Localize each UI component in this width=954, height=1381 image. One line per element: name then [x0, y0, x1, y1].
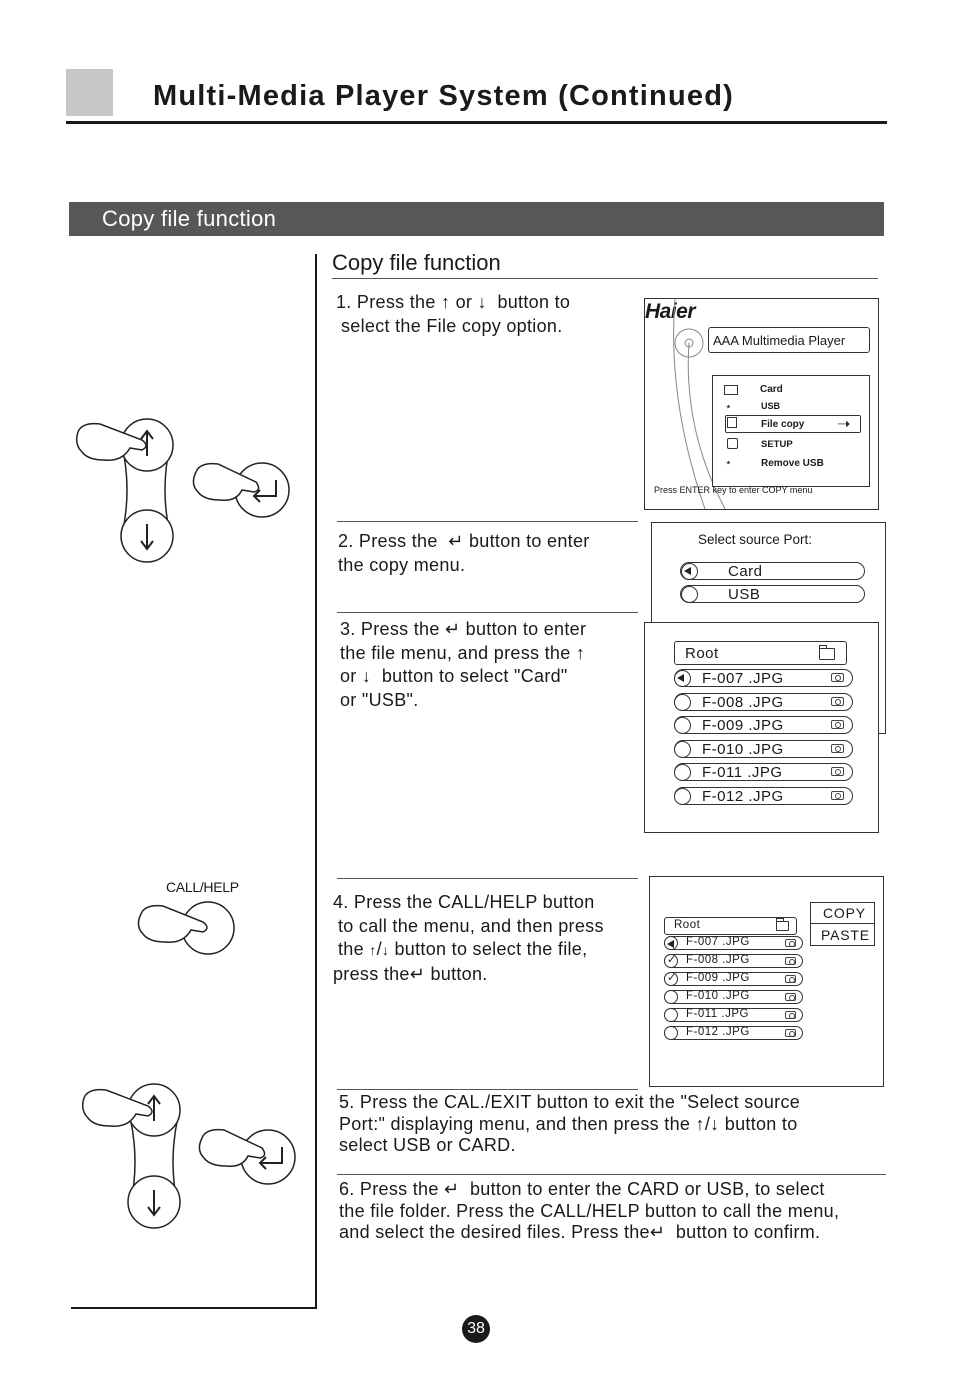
radio-icon: [664, 1008, 678, 1022]
folder-icon: [776, 921, 789, 931]
call-help-label: CALL/HELP: [166, 879, 239, 895]
radio-icon: [674, 741, 691, 758]
step-6-line1a: 6. Press the: [339, 1179, 439, 1199]
step-3-text: [340, 618, 586, 712]
step-5-text: [339, 1092, 800, 1157]
step-3-rule: [337, 612, 638, 613]
usb-icon: ⋆: [725, 401, 732, 413]
checkmark-icon: [664, 954, 678, 968]
camera-icon: [785, 1011, 796, 1019]
folder-icon: [819, 648, 835, 660]
enter-arrow-icon: ↵: [409, 963, 426, 984]
step-5-line2b: button to: [724, 1113, 798, 1134]
player-title-box: [708, 327, 870, 353]
copy-button[interactable]: COPY: [823, 905, 866, 921]
camera-icon: [831, 697, 844, 706]
enter-arrow-icon: ↵: [443, 1179, 460, 1199]
step-1-line1c: button to: [497, 292, 571, 312]
source-option-usb[interactable]: [680, 585, 865, 603]
remote-updown-enter-illustration-2: [78, 1082, 308, 1242]
header-gray-square: [66, 69, 113, 116]
step-3-line1b: button to enter: [465, 619, 587, 639]
screen-main-menu: [644, 298, 879, 510]
step-3-line1a: 3. Press the: [340, 619, 440, 639]
section-title: Copy file function: [102, 206, 277, 231]
down-arrow-icon: ↓: [710, 1113, 720, 1134]
step-5-line1: 5. Press the CAL./EXIT button to exit the "Select source: [339, 1092, 801, 1112]
checkmark-icon: [664, 972, 678, 986]
remote-updown-enter-illustration-1: [70, 410, 300, 570]
camera-icon: [785, 1029, 796, 1037]
file-name: F-009 .JPG: [686, 972, 750, 984]
menu-item-card[interactable]: Card: [760, 384, 783, 395]
screen-file-list: [644, 622, 879, 833]
bottom-rule: [71, 1307, 317, 1309]
up-arrow-icon: ↑: [369, 942, 377, 958]
up-arrow-icon: ↑: [575, 642, 586, 663]
slash-separator: /: [704, 1113, 711, 1134]
title-rule: [66, 121, 887, 124]
source-option-card-label: Card: [728, 563, 763, 580]
card-icon: [724, 385, 738, 395]
file-copy-icon: [727, 417, 737, 428]
enter-arrow-icon: ↵: [649, 1222, 666, 1242]
file-name: F-008 .JPG: [702, 693, 784, 711]
step-5-line3: select USB or CARD.: [339, 1135, 516, 1155]
step-1-line1b: or: [455, 292, 473, 312]
step-5-line2a: Port:" displaying menu, and then press the: [339, 1113, 691, 1134]
root-folder-bar[interactable]: [674, 641, 847, 665]
page-title: Multi-Media Player System (Continued): [153, 80, 734, 112]
file-name: F-007 .JPG: [702, 670, 784, 687]
radio-icon: [674, 717, 691, 734]
down-arrow-icon: ↓: [477, 292, 487, 312]
setup-icon: [727, 438, 738, 449]
enter-arrow-icon: ↵: [444, 619, 461, 639]
player-title: AAA Multimedia Player: [713, 333, 846, 348]
down-arrow-icon: ↓: [361, 666, 372, 686]
subsection-rule: [332, 278, 878, 279]
radio-icon: [681, 586, 698, 603]
file-name: F-007 .JPG: [686, 936, 750, 948]
column-divider: [315, 254, 317, 1309]
select-source-title: Select source Port:: [698, 532, 813, 547]
remove-usb-icon: ⋆: [725, 457, 732, 469]
up-arrow-icon: ↑: [440, 292, 451, 312]
radio-icon: [674, 694, 691, 711]
step-4-line4b: button.: [430, 963, 488, 984]
source-option-card[interactable]: [680, 562, 865, 580]
step-1-text: [336, 291, 570, 338]
camera-icon: [831, 720, 844, 729]
camera-icon: [831, 767, 844, 776]
radio-icon: [674, 788, 691, 805]
camera-icon: [831, 791, 844, 800]
root-folder-bar[interactable]: [664, 917, 797, 935]
menu-item-usb[interactable]: USB: [761, 401, 781, 411]
file-name: F-012 .JPG: [686, 1026, 750, 1038]
file-name: F-008 .JPG: [686, 954, 750, 966]
root-folder-label: Root: [674, 919, 701, 931]
menu-item-setup[interactable]: SETUP: [761, 439, 793, 450]
file-name: F-010 .JPG: [702, 740, 784, 758]
step-4-rule: [337, 878, 638, 879]
step-2-line1b: button to enter: [468, 531, 590, 551]
root-folder-label: Root: [685, 645, 719, 662]
step-3-line3a: or: [340, 666, 357, 686]
camera-icon: [831, 673, 844, 682]
step-6-line3a: and select the desired files. Press the: [339, 1222, 650, 1242]
enter-arrow-icon: ↵: [448, 531, 464, 551]
step-3-line3b: button to select "Card": [381, 666, 568, 686]
step-2-line1a: 2. Press the: [338, 531, 438, 551]
step-1-line1a: 1. Press the: [336, 292, 436, 312]
page-number: 38: [462, 1315, 490, 1343]
camera-icon: [831, 744, 844, 753]
camera-icon: [785, 939, 796, 947]
step-4-line2: to call the menu, and then press: [338, 915, 604, 936]
step-2-text: [338, 530, 590, 577]
file-name: F-009 .JPG: [702, 717, 784, 734]
step-2-rule: [337, 521, 638, 522]
menu-item-file-copy[interactable]: File copy: [761, 419, 805, 430]
step-4-line3b: button to select the file,: [394, 939, 588, 959]
file-name: F-010 .JPG: [686, 990, 750, 1002]
section-bar: [69, 202, 884, 236]
menu-panel: [712, 375, 870, 487]
step-6-text: [339, 1179, 839, 1244]
step-6-line1b: button to enter the CARD or USB, to select: [469, 1179, 825, 1199]
step-4-line1: 4. Press the CALL/HELP button: [333, 892, 595, 912]
step-4-line3a: the: [338, 939, 364, 959]
down-arrow-icon: ↓: [381, 942, 390, 958]
copy-paste-menu: [810, 902, 875, 946]
call-help-illustration: [135, 898, 245, 958]
step-2-line2: the copy menu.: [338, 554, 466, 575]
file-name: F-011 .JPG: [702, 764, 783, 781]
file-name: F-011 .JPG: [686, 1008, 749, 1020]
camera-icon: [785, 975, 796, 983]
step-3-line2a: the file menu, and press the: [340, 642, 571, 663]
step-4-line4a: press the: [333, 963, 410, 984]
source-option-usb-label: USB: [728, 586, 761, 603]
enter-button-icon: [241, 1130, 295, 1184]
arrow-right-icon: ➝: [837, 416, 851, 433]
camera-icon: [785, 993, 796, 1001]
step-6-line2: the file folder. Press the CALL/HELP button to call the menu,: [339, 1200, 840, 1221]
step-6-rule: [337, 1174, 886, 1175]
radio-selected-icon: [674, 670, 691, 687]
screen-hint: Press ENTER key to enter COPY menu: [654, 485, 813, 495]
up-arrow-icon: ↑: [695, 1113, 705, 1134]
step-6-line3b: button to confirm.: [675, 1222, 821, 1242]
radio-icon: [664, 990, 678, 1004]
step-3-line4: or "USB".: [340, 689, 419, 710]
screen-copy-paste: [649, 876, 884, 1087]
camera-icon: [785, 957, 796, 965]
radio-icon: [674, 764, 691, 781]
file-name: F-012 .JPG: [702, 787, 784, 805]
subsection-title: Copy file function: [332, 250, 501, 275]
radio-selected-icon: [681, 563, 698, 580]
step-1-line2: select the File copy option.: [341, 315, 563, 336]
radio-icon: [664, 1026, 678, 1040]
slash-separator: /: [376, 939, 382, 959]
step-4-text: [333, 891, 604, 986]
menu-item-remove-usb[interactable]: Remove USB: [761, 458, 824, 469]
paste-button[interactable]: PASTE: [821, 927, 870, 943]
step-5-rule: [337, 1089, 638, 1090]
brand-logo: Haier: [645, 300, 696, 323]
radio-selected-icon: [664, 936, 678, 950]
